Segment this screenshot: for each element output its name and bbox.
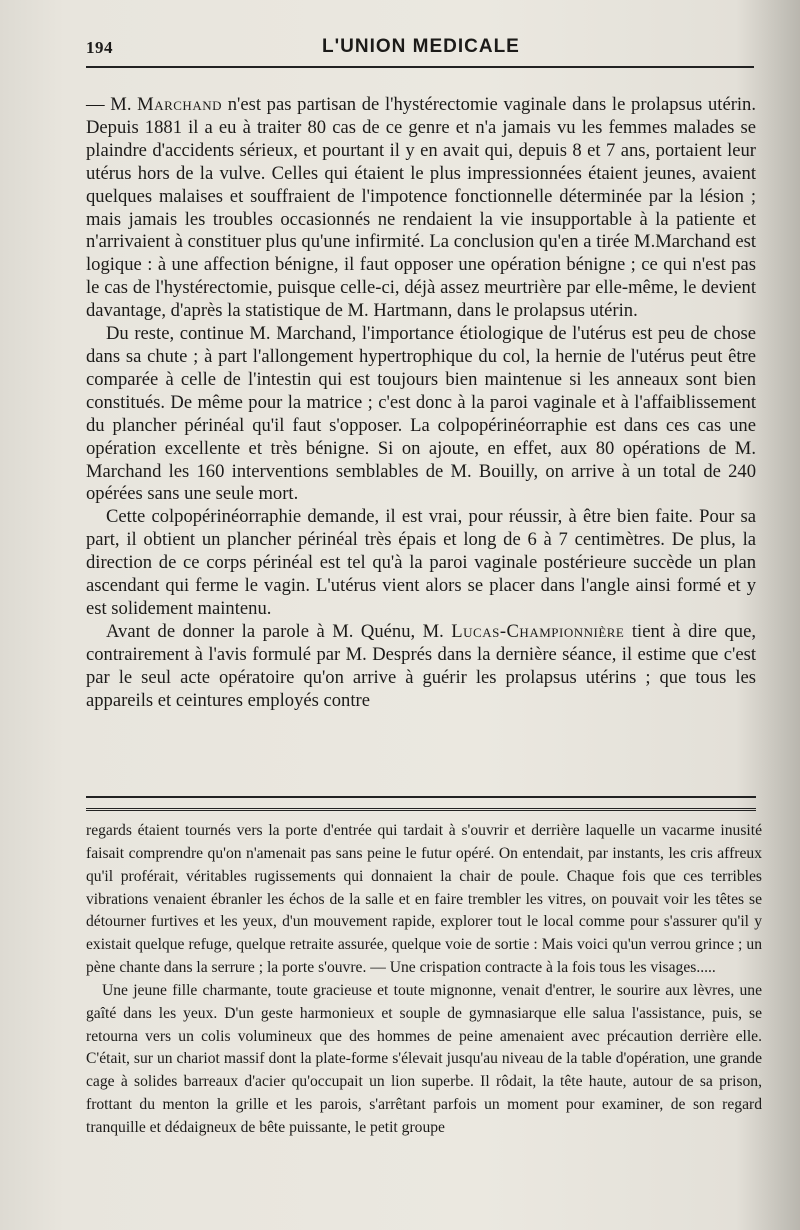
speaker-name: Lucas-Championnière bbox=[451, 620, 625, 642]
paragraph-lucas-championniere bbox=[86, 621, 756, 713]
paragraph-text: n'est pas partisan de l'hystérectomie vaginale dans le prolapsus utérin. Depuis 1881 il a eu à traiter 80 cas de ce genre et n'a jamais vu les femmes malades se plaindre d'accidents sérieux, et pourtant il y en avait qui, depuis 8 et 7 ans, portaient leur utérus hors de la vulve. Celles qui étaient le plus impressionnées étaient jeunes, avaient quelques malaises et souffraient de l'impotence fonctionnelle déterminée par la lésion ; mais jamais les troubles occasionnés ne rendaient la vie insupportable à la patiente et n'arrivaient à constituer plus qu'une infirmité. La conclusion qu'en a tirée M.Marchand est logique : à une affection bénigne, il faut opposer une opération bénigne ; ce qui n'est pas le cas de l'hystérectomie, puisque celle-ci, déjà assez meurtrière par elle-même, le devient davantage, d'après la statistique de M. Hartmann, dans le prolapsus utérin. bbox=[86, 94, 757, 322]
header-rule bbox=[86, 66, 754, 68]
page-number: 194 bbox=[86, 38, 113, 57]
speaker-name: Marchand bbox=[137, 94, 222, 115]
feuilleton-paragraph: Une jeune fille charmante, toute gracieuse et toute mignonne, venait d'entrer, le sourire aux lèvres, une gaîté dans les yeux. D'un geste harmonieux et souple de gymnasiarque elle salua l'assistance, puis, se retourna vers un colis volumineux que des hommes de peine amenaient avec précaution derrière elle. C'était, sur un chariot massif dont la plate-forme s'élevait jusqu'au niveau de la table d'opération, une grande cage à solides barreaux d'acier qu'occupait un lion superbe. Il rôdait, la tête haute, autour de sa prison, frottant du menton la grille et les parois, s'arrêtant parfois un moment pour examiner, de son regard tranquille et dédaigneux de bête puissante, le petit groupe bbox=[86, 981, 762, 1136]
paragraph-lead: — M. bbox=[86, 94, 138, 115]
journal-title: L'UNION MEDICALE bbox=[322, 36, 520, 57]
paragraph-lead: Avant de donner la parole à M. Quénu, M. bbox=[106, 620, 452, 642]
main-text bbox=[86, 94, 756, 712]
feuilleton-paragraph: regards étaient tournés vers la porte d'entrée qui tardait à s'ouvrir et derrière laquelle un vacarme inusité faisait comprendre qu'on n'amenait pas sans peine le futur opéré. On entendait, par instants, les cris affreux qu'il proférait, véritables rugissements qui donnaient la chair de poule. Chaque fois que ces terribles vibrations venaient ébranler les échos de la salle et en faire trembler les vitres, on pouvait voir les têtes se détourner furtives et les yeux, d'un mouvement rapide, explorer tout le local comme pour s'assurer qu'il y existait quelque refuge, quelque retraite assurée, quelque voie de sortie : Mais voici qu'un verrou grince ; un pène chante dans la serrure ; la porte s'ouvre. — Une crispation contracte à la fois tous les visages..... bbox=[86, 822, 762, 977]
paragraph-du-reste: Du reste, continue M. Marchand, l'importance étiologique de l'utérus est peu de chose dans sa chute ; à part l'allongement hypertrophique du col, la hernie de l'utérus peut être comparée à celle de l'intestin qui est toujours bien maintenue si les anneaux sont bien constitués. De même pour la matrice ; c'est donc à la paroi vaginale et à l'affaiblissement du plancher périnéal qu'il faut s'opposer. La colpopérinéorraphie est dans ces cas une opération excellente et très bénigne. Si on ajoute, en effet, aux 80 opérations de M. Marchand les 160 interventions semblables de M. Bouilly, on arrive à un total de 240 opérées sans une seule mort. bbox=[86, 323, 756, 505]
running-header bbox=[86, 32, 754, 62]
paragraph-text: tient à dire que, contrairement à l'avis formulé par M. Després dans la dernière séance, il estime que c'est par le seul acte opératoire qu'on arrive à guérir les prolapsus utérins ; que tous les appareils et ceintures employés contre bbox=[86, 620, 757, 711]
feuilleton-divider bbox=[86, 796, 756, 811]
feuilleton-text bbox=[86, 820, 762, 1140]
paragraph-marchand bbox=[86, 94, 756, 323]
paragraph-colpoperineorraphie: Cette colpopérinéorraphie demande, il est vrai, pour réussir, à être bien faite. Pour sa part, il obtient un plancher périnéal très épais et long de 6 à 7 centimètres. De plus, la direction de ce corps périnéal est tel qu'à la paroi vaginale postérieure succède un plan ascendant qui ferme le vagin. L'utérus vient alors se placer dans l'angle ainsi formé et y est solidement maintenu. bbox=[86, 506, 756, 619]
